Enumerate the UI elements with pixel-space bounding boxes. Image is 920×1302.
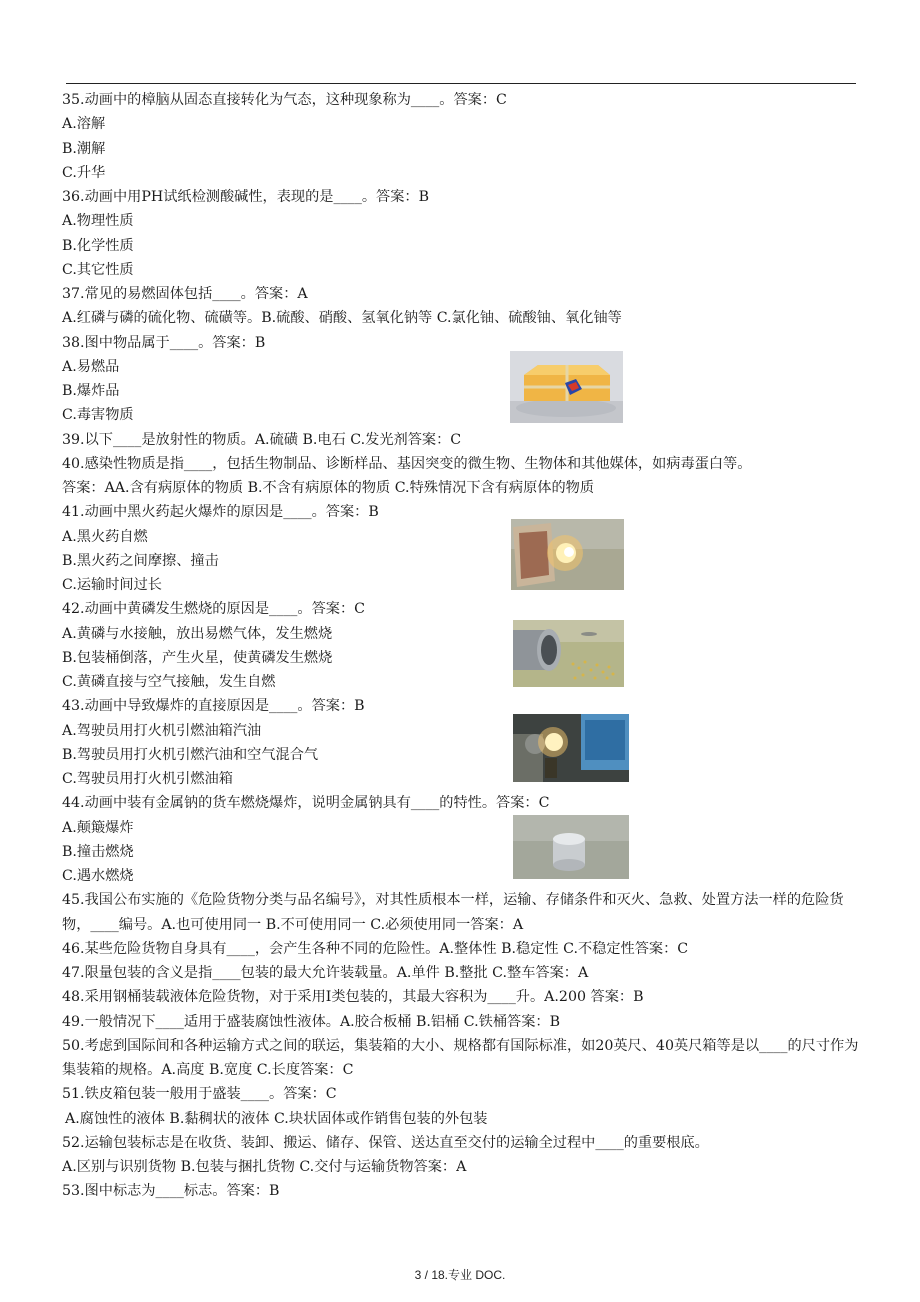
option: A.驾驶员用打火机引燃油箱汽油	[62, 722, 262, 739]
option: C.其它性质	[62, 261, 134, 278]
question-48: 48.采用钢桶装载液体危险货物，对于采用Ⅰ类包装的，其最大容积为____升。A.200 答案：B	[62, 989, 644, 1006]
phosphorus-barrel-image	[513, 620, 624, 687]
option: C.遇水燃烧	[62, 868, 134, 884]
page-footer: 3 / 18.专业 DOC.	[414, 1268, 506, 1282]
question-44: 44.动画中装有金属钠的货车燃烧爆炸，说明金属钠具有____的特性。答案：C	[62, 795, 550, 812]
option: B.黑火药之间摩擦、撞击	[62, 552, 219, 569]
explosive-package-image	[510, 351, 623, 423]
option: B.驾驶员用打火机引燃汽油和空气混合气	[62, 746, 319, 763]
option: B.化学性质	[62, 237, 134, 254]
question-50: 50.考虑到国际间和各种运输方式之间的联运，集装箱的大小、规格都有国际标准，如20英尺、40英尺箱等是以____的尺寸作为集装箱的规格。A.高度 B.宽度 C.长度答案：C	[62, 1037, 859, 1078]
option: A.黑火药自燃	[62, 528, 148, 545]
question-53: 53.图中标志为____标志。答案：B	[62, 1183, 280, 1200]
question-46: 46.某些危险货物自身具有____，会产生各种不同的危险性。A.整体性 B.稳定性 C.不稳定性答案：C	[62, 940, 689, 957]
option: A.黄磷与水接触，放出易燃气体，发生燃烧	[62, 625, 333, 642]
option: 答案：AA.含有病原体的物质 B.不含有病原体的物质 C.特殊情况下含有病原体的物质	[62, 480, 595, 496]
question-35: 35.动画中的樟脑从固态直接转化为气态，这种现象称为____。答案：C	[62, 92, 507, 108]
question-49: 49.一般情况下____适用于盛装腐蚀性液体。A.胶合板桶 B.铝桶 C.铁桶答案：B	[62, 1013, 560, 1030]
option: A.红磷与磷的硫化物、硫磺等。B.硫酸、硝酸、氢氧化钠等 C.氯化铀、硫酸铀、氧化铀等	[62, 310, 622, 327]
question-47: 47.限量包装的含义是指____包装的最大允许装载量。A.单件 B.整批 C.整车答案：A	[62, 965, 589, 981]
question-36: 36.动画中用PH试纸检测酸碱性，表现的是____。答案：B	[62, 189, 430, 205]
sodium-drum-image	[513, 815, 629, 879]
question-40: 40.感染性物质是指____，包括生物制品、诊断样品、基因突变的微生物、生物体和其他媒体，如病毒蛋白等。	[62, 455, 752, 472]
option: B.撞击燃烧	[62, 843, 134, 860]
option: A.颠簸爆炸	[62, 819, 134, 836]
question-43: 43.动画中导致爆炸的直接原因是____。答案：B	[62, 698, 365, 715]
option: A.物理性质	[62, 213, 134, 230]
black-powder-fire-image	[511, 519, 624, 590]
question-52: 52.运输包装标志是在收货、装卸、搬运、储存、保管、送达直至交付的运输全过程中____的重要根底。	[62, 1134, 709, 1151]
option: C.毒害物质	[62, 407, 134, 424]
header-rule	[66, 83, 856, 84]
page-content	[62, 88, 862, 1204]
option: A.易燃品	[62, 358, 120, 375]
option: C.运输时间过长	[62, 577, 162, 593]
option: C.升华	[62, 164, 106, 181]
question-51: 51.铁皮箱包装一般用于盛装____。答案：C	[62, 1086, 337, 1103]
option: B.包装桶倒落，产生火星，使黄磷发生燃烧	[62, 649, 333, 666]
question-38: 38.图中物品属于____。答案：B	[62, 334, 266, 351]
question-41: 41.动画中黑火药起火爆炸的原因是____。答案：B	[62, 504, 379, 521]
question-45: 45.我国公布实施的《危险货物分类与品名编号》，对其性质根本一样，运输、存储条件和灭火、急救、处置方法一样的危险货物，____编号。A.也可使用同一 B.不可使用同一 C.必须使用同一答案：A	[62, 892, 844, 933]
question-37: 37.常见的易燃固体包括____。答案：A	[62, 286, 308, 302]
option: A.溶解	[62, 116, 106, 133]
option: C.黄磷直接与空气接触，发生自燃	[62, 674, 276, 690]
question-42: 42.动画中黄磷发生燃烧的原因是____。答案：C	[62, 601, 365, 618]
option: B.潮解	[62, 140, 106, 157]
option: C.驾驶员用打火机引燃油箱	[62, 771, 233, 787]
question-39: 39.以下____是放射性的物质。A.硫磺 B.电石 C.发光剂答案：C	[62, 431, 462, 448]
option: A.区别与识别货物 B.包装与捆扎货物 C.交付与运输货物答案：A	[62, 1159, 467, 1175]
option: A.腐蚀性的液体 B.黏稠状的液体 C.块状固体或作销售包装的外包装	[65, 1110, 488, 1127]
option: B.爆炸品	[62, 383, 120, 399]
fuel-explosion-image	[513, 714, 629, 782]
